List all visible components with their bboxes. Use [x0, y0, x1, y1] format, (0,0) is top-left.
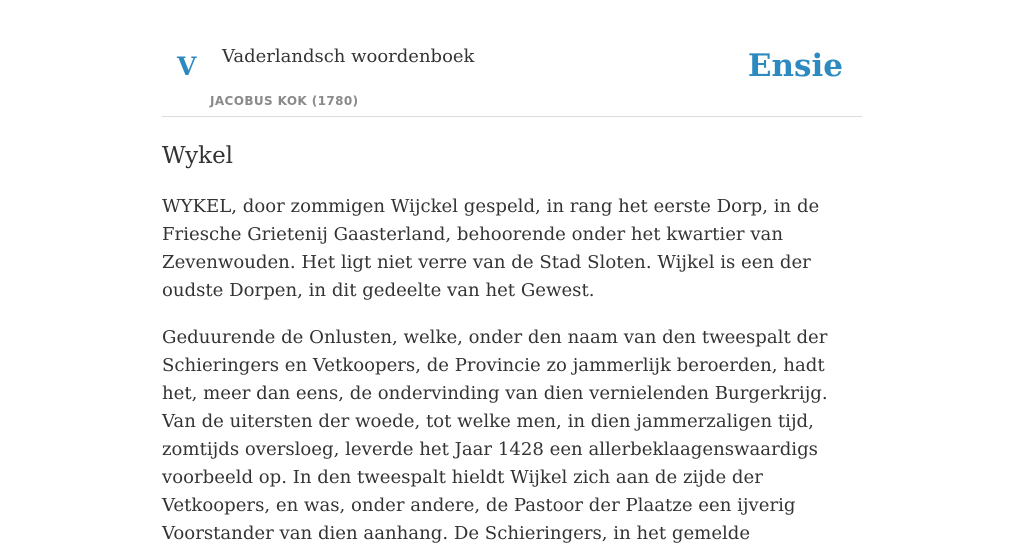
entry-body [162, 193, 862, 548]
book-author: JACOBUS KOK (1780) [210, 94, 359, 108]
page-header [162, 0, 862, 117]
ensie-logo-link[interactable]: Ensie [747, 48, 843, 84]
entry-title: Wykel [162, 143, 234, 169]
book-title-link[interactable]: Vaderlandsch woordenboek [222, 46, 475, 67]
entry-paragraph: Geduurende de Onlusten, welke, onder den naam van den tweespalt der Schieringers en Vetkoopers, de Provincie zo jammerlijk beroerden, hadt het, meer dan eens, de ondervinding van dien vernielenden Burgerkrijg. Van de uitersten der woede, tot welke men, in dien jammerzaligen tijd, zomtijds oversloeg, leverde het Jaar 1428 een allerbeklaagenswaardigs voorbeeld op. In den tweespalt hieldt Wijkel zich aan de zijde der Vetkoopers, en was, onder andere, de Pastoor der Plaatze een ijverig Voorstander van dien aanhang. De Schieringers, in het gemelde [162, 327, 828, 544]
content-container [162, 0, 862, 548]
book-initial-icon: V [177, 52, 197, 81]
entry-paragraph: WYKEL, door zommigen Wijckel gespeld, in rang het eerste Dorp, in de Friesche Grietenij Gaasterland, behoorende onder het kwartier van Zevenwouden. Het ligt niet verre van de Stad Sloten. Wijkel is een der oudste Dorpen, in dit gedeelte van het Gewest. [162, 196, 820, 301]
